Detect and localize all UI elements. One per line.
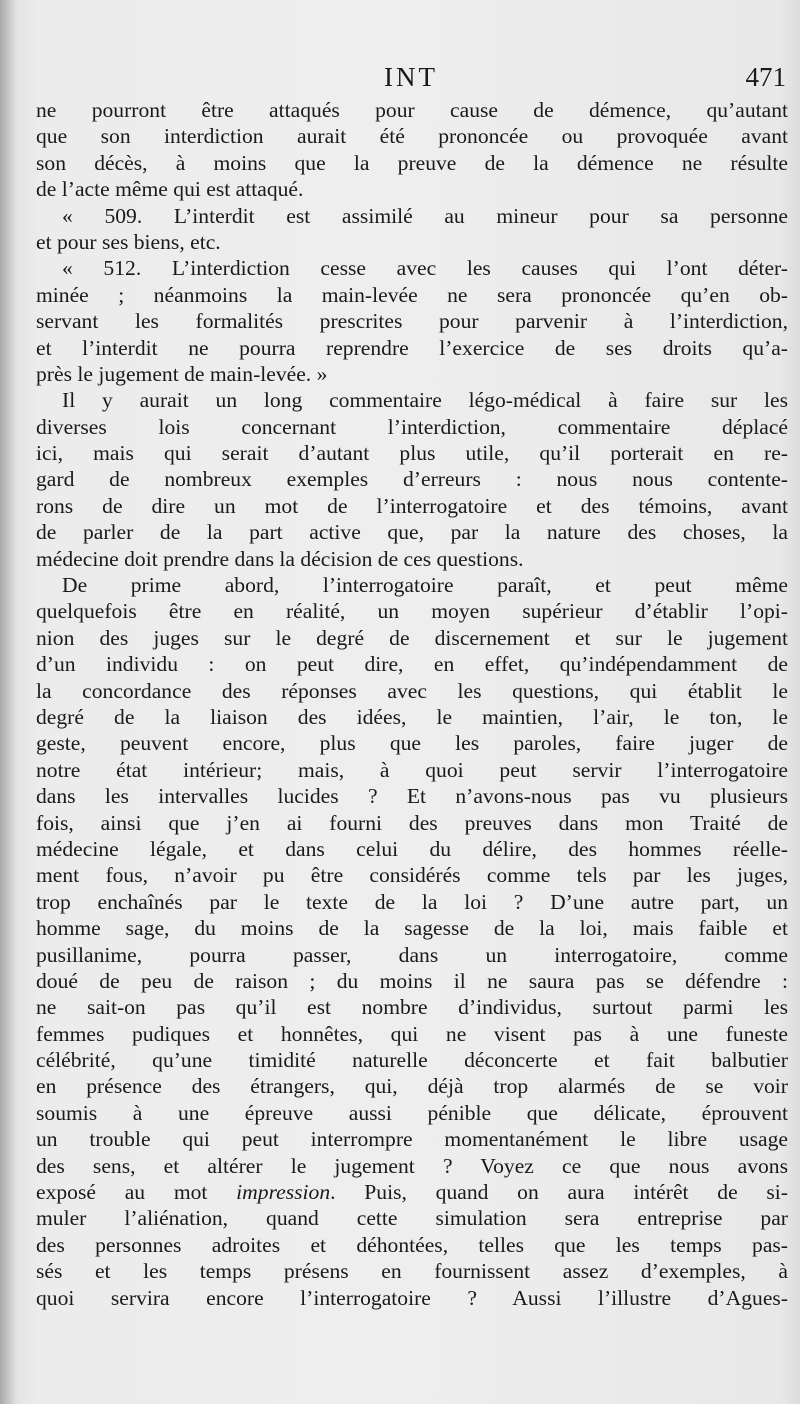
text-line: ici, mais qui serait d’autant plus utile, qu’il porterait en re- bbox=[36, 441, 788, 466]
text-line: médecine doit prendre dans la décision de ces questions. bbox=[36, 546, 524, 571]
text-line: de l’acte même qui est attaqué. bbox=[36, 177, 304, 202]
text-line: quelquefois être en réalité, un moyen supérieur d’établir l’opi- bbox=[36, 599, 788, 624]
running-head: INT bbox=[384, 62, 438, 92]
text-line: minée ; néanmoins la main-levée ne sera prononcée qu’en ob- bbox=[36, 282, 788, 307]
page-number: 471 bbox=[745, 62, 786, 92]
text-line: geste, peuvent encore, plus que les paroles, faire juger de bbox=[36, 731, 788, 756]
text-line: muler l’aliénation, quand cette simulation sera entreprise par bbox=[36, 1206, 788, 1231]
page-header bbox=[36, 62, 786, 98]
text-line: diverses lois concernant l’interdiction, commentaire déplacé bbox=[36, 414, 788, 439]
text-line: nion des juges sur le degré de discernement et sur le jugement bbox=[36, 625, 788, 650]
text-line: « 509. L’interdit est assimilé au mineur pour sa personne bbox=[62, 203, 788, 228]
text-line: et l’interdit ne pourra reprendre l’exercice de ses droits qu’a- bbox=[36, 335, 788, 360]
text-line: notre état intérieur; mais, à quoi peut servir l’interrogatoire bbox=[36, 757, 788, 782]
text-line: médecine légale, et dans celui du délire, des hommes réelle- bbox=[36, 836, 788, 861]
text-line: doué de peu de raison ; du moins il ne saura pas se défendre : bbox=[36, 968, 788, 993]
text-line: quoi servira encore l’interrogatoire ? Aussi l’illustre d’Agues- bbox=[36, 1285, 788, 1310]
text-line: pusillanime, pourra passer, dans un interrogatoire, comme bbox=[36, 942, 788, 967]
text-line: et pour ses biens, etc. bbox=[36, 229, 221, 254]
text-line: sés et les temps présens en fournissent assez d’exemples, à bbox=[36, 1259, 788, 1284]
text-line: son décès, à moins que la preuve de la démence ne résulte bbox=[36, 150, 788, 175]
body-text bbox=[36, 97, 788, 1311]
text-line: un trouble qui peut interrompre momentanément le libre usage bbox=[36, 1127, 788, 1152]
text-line: femmes pudiques et honnêtes, qui ne visent pas à une funeste bbox=[36, 1021, 788, 1046]
text-line: ment fous, n’avoir pu être considérés comme tels par les juges, bbox=[36, 863, 788, 888]
text-line: des personnes adroites et déhontées, telles que les temps pas- bbox=[36, 1232, 788, 1257]
text-line: De prime abord, l’interrogatoire paraît, et peut même bbox=[62, 573, 788, 598]
text-line: soumis à une épreuve aussi pénible que délicate, éprouvent bbox=[36, 1100, 788, 1125]
italic-term: impression bbox=[236, 1180, 331, 1205]
text-line: de parler de la part active que, par la nature des choses, la bbox=[36, 520, 788, 545]
text-line: fois, ainsi que j’en ai fourni des preuves dans mon Traité de bbox=[36, 810, 788, 835]
text-line: célébrité, qu’une timidité naturelle déconcerte et fait balbutier bbox=[36, 1048, 788, 1073]
text-line: dans les intervalles lucides ? Et n’avons-nous pas vu plusieurs bbox=[36, 784, 788, 809]
text-line: ne sait-on pas qu’il est nombre d’individus, surtout parmi les bbox=[36, 995, 788, 1020]
text-line: rons de dire un mot de l’interrogatoire et des témoins, avant bbox=[36, 493, 788, 518]
text-line: trop enchaînés par le texte de la loi ? D’une autre part, un bbox=[36, 889, 788, 914]
text-line: que son interdiction aurait été prononcée ou provoquée avant bbox=[36, 124, 788, 149]
binding-shadow bbox=[0, 0, 18, 1404]
text-line: des sens, et altérer le jugement ? Voyez ce que nous avons bbox=[36, 1153, 788, 1178]
text-line: d’un individu : on peut dire, en effet, qu’indépendamment de bbox=[36, 652, 788, 677]
text-line: exposé au mot impression. Puis, quand on aura intérêt de si- bbox=[36, 1180, 788, 1205]
text-line: gard de nombreux exemples d’erreurs : nous nous contente- bbox=[36, 467, 788, 492]
text-line: la concordance des réponses avec les questions, qui établit le bbox=[36, 678, 788, 703]
text-line: homme sage, du moins de la sagesse de la loi, mais faible et bbox=[36, 916, 788, 941]
text-line: degré de la liaison des idées, le maintien, l’air, le ton, le bbox=[36, 704, 788, 729]
text-line: servant les formalités prescrites pour parvenir à l’interdiction, bbox=[36, 309, 788, 334]
text-line: Il y aurait un long commentaire légo-médical à faire sur les bbox=[62, 388, 788, 413]
text-line: en présence des étrangers, qui, déjà trop alarmés de se voir bbox=[36, 1074, 788, 1099]
text-line: « 512. L’interdiction cesse avec les causes qui l’ont déter- bbox=[62, 256, 788, 281]
text-line: près le jugement de main-levée. » bbox=[36, 361, 328, 386]
text-line: ne pourront être attaqués pour cause de démence, qu’autant bbox=[36, 98, 788, 122]
